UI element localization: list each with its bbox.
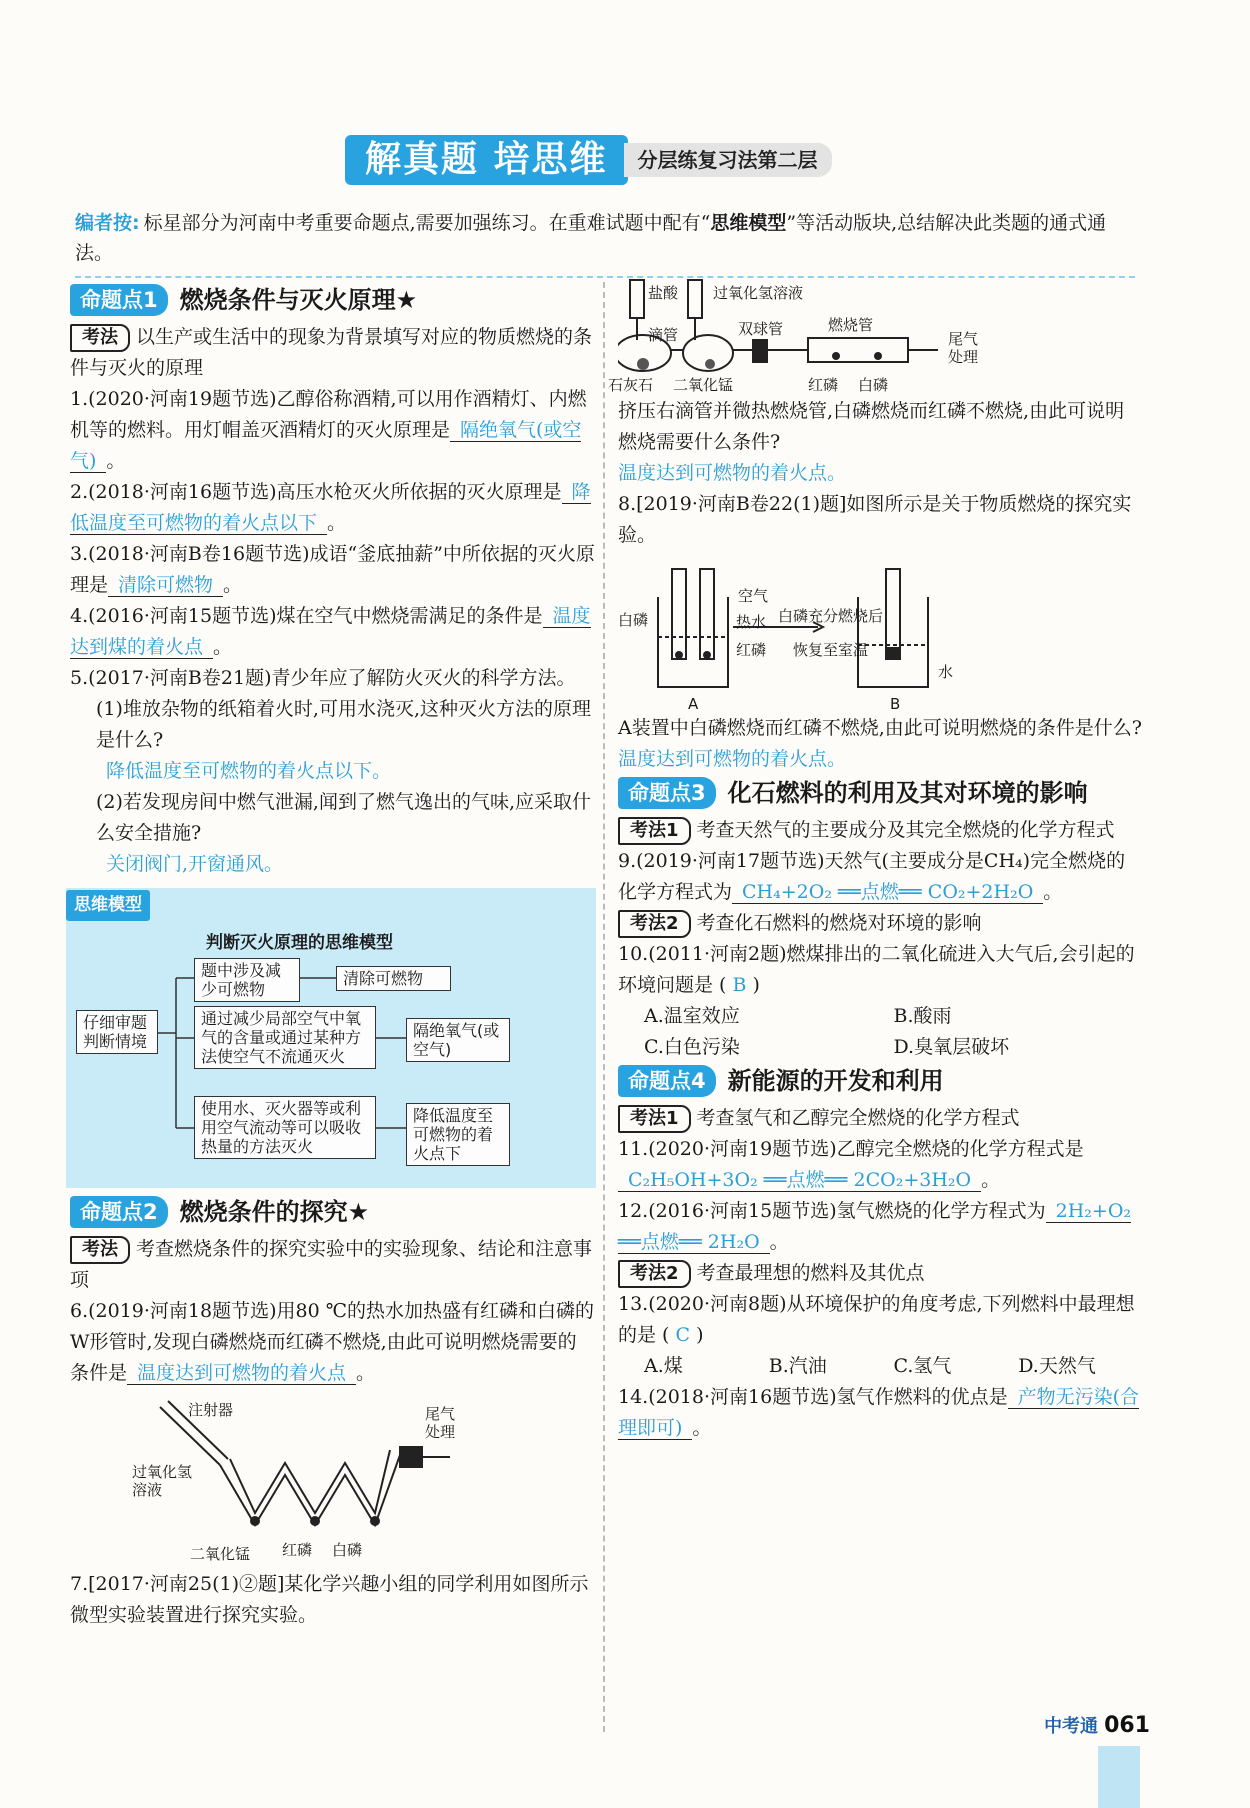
question-7: 7.[2017·河南25(1)②题]某化学兴趣小组的同学利用如图所示微型实验装置进行探究实验。 xyxy=(70,1573,589,1626)
banner-subtitle: 分层练复习法第二层 xyxy=(624,143,832,177)
kaofa-line xyxy=(618,1103,1143,1134)
question-10: 10.(2011·河南2题)燃煤排出的二氧化硫进入大气后,会引起的环境问题是 ( B ) xyxy=(618,943,1135,996)
left-column xyxy=(70,282,595,1631)
kaofa-text: 以生产或生活中的现象为背景填写对应的物质燃烧的条件与灭火的原理 xyxy=(70,326,593,379)
question-3: 3.(2018·河南B卷16题节选)成语“釜底抽薪”中所依据的灭火原理是 清除可燃物 。 xyxy=(70,543,595,596)
section-pill: 命题点4 xyxy=(618,1065,716,1097)
section-2-header xyxy=(70,1196,595,1228)
option: D.臭氧层破坏 xyxy=(893,1036,1010,1058)
question-5-1: (1)堆放杂物的纸箱着火时,可用水浇灭,这种灭火方法的原理是什么? xyxy=(96,698,591,751)
page-number: 061 xyxy=(1104,1712,1150,1738)
q-text: 6.(2019·河南18题节选)用80 ℃的热水加热盛有红磷和白磷的W形管时,发现白磷燃烧而红磷不燃烧,由此可说明燃烧需要的条件是 xyxy=(70,1300,594,1384)
q-text: 2.(2018·河南16题节选)高压水枪灭火所依据的灭火原理是 xyxy=(70,481,562,503)
question-2: 2.(2018·河南16题节选)高压水枪灭火所依据的灭火原理是 降低温度至可燃物的着火点以下 。 xyxy=(70,481,591,534)
label-red-p: 红磷 xyxy=(736,641,767,659)
section-pill: 命题点2 xyxy=(70,1196,168,1228)
editor-tag: 编者按: xyxy=(75,212,140,234)
option: C.白色污染 xyxy=(644,1036,740,1058)
model-branch-1: 题中涉及减少可燃物 xyxy=(194,958,300,1002)
section-1-header xyxy=(70,284,595,316)
kaofa-line xyxy=(70,322,595,384)
model-root: 仔细审题判断情境 xyxy=(76,1010,158,1054)
editor-text-2: ”等活动版块,总结解决此类题的通式通法。 xyxy=(75,212,1107,264)
label-h2o2: 过氧化氢溶液 xyxy=(132,1463,193,1499)
section-title: 新能源的开发和利用 xyxy=(727,1066,944,1095)
label-syringe: 注射器 xyxy=(188,1401,234,1419)
label-white-p: 白磷 xyxy=(618,611,649,629)
question-7-part: 挤压右滴管并微热燃烧管,白磷燃烧而红磷不燃烧,由此可说明燃烧需要什么条件? xyxy=(618,400,1125,453)
kaofa-text: 考查天然气的主要成分及其完全燃烧的化学方程式 xyxy=(696,819,1115,841)
answer: 2H₂+O₂ ══点燃══ 2H₂O xyxy=(618,1200,1132,1253)
kaofa-text: 考查燃烧条件的探究实验中的实验现象、结论和注意事项 xyxy=(70,1238,593,1291)
kaofa-tag: 考法 xyxy=(70,1236,130,1264)
label-exhaust: 尾气处理 xyxy=(948,330,979,366)
corner-tab xyxy=(1098,1746,1140,1808)
q-text: 14.(2018·河南16题节选)氢气作燃料的优点是 xyxy=(618,1386,1008,1408)
label-white-p: 白磷 xyxy=(332,1541,363,1559)
w-tube-figure xyxy=(70,1395,595,1563)
question-1: 1.(2020·河南19题节选)乙醇俗称酒精,可以用作酒精灯、内燃机等的燃料。用灯帽盖灭酒精灯的灭火原理是 隔绝氧气(或空气) 。 xyxy=(70,388,587,472)
banner-title: 解真题 培思维 xyxy=(345,135,628,185)
q-text: 11.(2020·河南19题节选)乙醇完全燃烧的化学方程式是 xyxy=(618,1138,1084,1160)
q-text: 13.(2020·河南8题)从环境保护的角度考虑,下列燃料中最理想的是 xyxy=(618,1293,1135,1346)
option: B.汽油 xyxy=(768,1355,827,1377)
kaofa-tag: 考法 xyxy=(70,324,130,352)
question-9: 9.(2019·河南17题节选)天然气(主要成分是CH₄)完全燃烧的化学方程式为 CH₄+2O₂ ══点燃══ CO₂+2H₂O 。 xyxy=(618,850,1126,903)
answer-5-2: 关闭阀门,开窗通风。 xyxy=(106,853,284,875)
answer: 隔绝氧气(或空气) xyxy=(70,419,582,472)
question-13: 13.(2020·河南8题)从环境保护的角度考虑,下列燃料中最理想的是 ( C ) xyxy=(618,1293,1135,1346)
model-branch-3: 使用水、灭火器等或利用空气流动等可以吸收热量的方法灭火 xyxy=(194,1096,376,1159)
answer: B xyxy=(732,974,747,996)
section-pill: 命题点1 xyxy=(70,284,168,316)
answer-7: 温度达到可燃物的着火点。 xyxy=(618,462,847,484)
q-text: 3.(2018·河南B卷16题节选)成语“釜底抽薪”中所依据的灭火原理是 xyxy=(70,543,595,596)
label-double-ball: 双球管 xyxy=(738,320,784,338)
model-title: 判断灭火原理的思维模型 xyxy=(206,933,393,953)
beaker-figure xyxy=(618,557,1143,713)
label-white-p: 白磷 xyxy=(858,376,889,394)
question-6: 6.(2019·河南18题节选)用80 ℃的热水加热盛有红磷和白磷的W形管时,发现白磷燃烧而红磷不燃烧,由此可说明燃烧需要的条件是 温度达到可燃物的着火点 。 xyxy=(70,1300,594,1384)
label-after-burn: 白磷充分燃烧后 xyxy=(778,607,884,625)
option: A.煤 xyxy=(644,1355,683,1377)
editor-note xyxy=(75,208,1135,268)
page-footer xyxy=(1044,1712,1150,1738)
section-3-header xyxy=(618,777,1143,809)
label-limestone: 石灰石 xyxy=(608,376,654,394)
label-air: 空气 xyxy=(738,587,769,605)
label-room-temp: 恢复至室温 xyxy=(793,641,869,659)
model-tag: 思维模型 xyxy=(66,890,150,921)
kaofa-line xyxy=(618,1258,1143,1289)
question-14: 14.(2018·河南16题节选)氢气作燃料的优点是 产物无污染(合理即可) 。 xyxy=(618,1386,1140,1439)
answer-5-1: 降低温度至可燃物的着火点以下。 xyxy=(106,760,392,782)
kaofa-text: 考查化石燃料的燃烧对环境的影响 xyxy=(696,912,982,934)
kaofa-text: 考查最理想的燃料及其优点 xyxy=(696,1262,925,1284)
model-result-2: 隔绝氧气(或空气) xyxy=(406,1018,510,1062)
kaofa-text: 考查氢气和乙醇完全燃烧的化学方程式 xyxy=(696,1107,1020,1129)
kaofa-line xyxy=(618,908,1143,939)
label-red-p: 红磷 xyxy=(808,376,839,394)
answer: 温度达到煤的着火点 xyxy=(70,605,591,658)
double-ball-figure xyxy=(608,278,1143,394)
label-mno2: 二氧化锰 xyxy=(673,376,734,394)
kaofa-line xyxy=(618,815,1143,846)
options-13 xyxy=(618,1351,1143,1382)
section-title: 燃烧条件与灭火原理★ xyxy=(179,285,418,314)
section-4-header xyxy=(618,1065,1143,1097)
label-red-p: 红磷 xyxy=(282,1541,313,1559)
question-8-part: A装置中白磷燃烧而红磷不燃烧,由此可说明燃烧的条件是什么? xyxy=(618,717,1142,739)
q-text: 4.(2016·河南15题节选)煤在空气中燃烧需满足的条件是 xyxy=(70,605,543,627)
editor-text: 标星部分为河南中考重要命题点,需要加强练习。在重难试题中配有“ xyxy=(143,212,711,234)
options-10 xyxy=(618,1001,1143,1063)
q-text: 9.(2019·河南17题节选)天然气(主要成分是CH₄)完全燃烧的化学方程式为 xyxy=(618,850,1126,903)
model-branch-2: 通过减少局部空气中氧气的含量或通过某种方法使空气不流通灭火 xyxy=(194,1006,376,1069)
label-exhaust: 尾气处理 xyxy=(425,1405,456,1441)
kaofa-line xyxy=(70,1234,595,1296)
right-column xyxy=(608,282,1143,1444)
kaofa-tag: 考法1 xyxy=(618,1105,691,1133)
q-text: 10.(2011·河南2题)燃煤排出的二氧化硫进入大气后,会引起的环境问题是 xyxy=(618,943,1135,996)
kaofa-tag: 考法2 xyxy=(618,1260,691,1288)
label-hot-water: 热水 xyxy=(736,613,767,631)
label-h2o2: 过氧化氢溶液 xyxy=(713,284,804,302)
question-4: 4.(2016·河南15题节选)煤在空气中燃烧需满足的条件是 温度达到煤的着火点 。 xyxy=(70,605,591,658)
q-text: 1.(2020·河南19题节选)乙醇俗称酒精,可以用作酒精灯、内燃机等的燃料。用灯帽盖灭酒精灯的灭火原理是 xyxy=(70,388,587,441)
option: D.天然气 xyxy=(1018,1355,1096,1377)
model-result-3: 降低温度至可燃物的着火点下 xyxy=(406,1103,510,1166)
answer: 降低温度至可燃物的着火点以下 xyxy=(70,481,591,534)
label-water: 水 xyxy=(938,663,954,681)
question-11: 11.(2020·河南19题节选)乙醇完全燃烧的化学方程式是C₂H₅OH+3O₂ ══点燃══ 2CO₂+3H₂O 。 xyxy=(618,1138,1084,1191)
label-b: B xyxy=(890,695,901,713)
answer: 温度达到可燃物的着火点 xyxy=(127,1362,356,1385)
section-pill: 命题点3 xyxy=(618,777,716,809)
section-title: 化石燃料的利用及其对环境的影响 xyxy=(727,778,1088,807)
answer: 清除可燃物 xyxy=(108,574,223,597)
answer: 产物无污染(合理即可) xyxy=(618,1386,1140,1439)
section-title: 燃烧条件的探究★ xyxy=(179,1197,370,1226)
model-result-1: 清除可燃物 xyxy=(336,966,451,991)
label-hcl: 盐酸 xyxy=(648,284,679,302)
label-a: A xyxy=(688,695,699,713)
q-text: 12.(2016·河南15题节选)氢气燃烧的化学方程式为 xyxy=(618,1200,1046,1222)
kaofa-tag: 考法1 xyxy=(618,817,691,845)
answer: C xyxy=(675,1324,691,1346)
header-banner xyxy=(345,135,832,185)
answer: CH₄+2O₂ ══点燃══ CO₂+2H₂O xyxy=(732,881,1043,904)
option: A.温室效应 xyxy=(644,1005,740,1027)
column-divider xyxy=(603,282,605,1732)
question-8: 8.[2019·河南B卷22(1)题]如图所示是关于物质燃烧的探究实验。 xyxy=(618,493,1132,546)
question-5: 5.(2017·河南B卷21题)青少年应了解防火灭火的科学方法。 xyxy=(70,667,576,689)
brand-name: 中考通 xyxy=(1044,1716,1099,1737)
label-burn-tube: 燃烧管 xyxy=(828,316,874,334)
label-dropper: 滴管 xyxy=(648,326,679,344)
kaofa-tag: 考法2 xyxy=(618,910,691,938)
thinking-model xyxy=(66,888,596,1188)
beaker-diagram xyxy=(618,557,1143,707)
answer: C₂H₅OH+3O₂ ══点燃══ 2CO₂+3H₂O xyxy=(618,1169,981,1192)
answer-8: 温度达到可燃物的着火点。 xyxy=(618,748,847,770)
editor-bold: 思维模型 xyxy=(710,212,787,234)
question-12: 12.(2016·河南15题节选)氢气燃烧的化学方程式为 2H₂+O₂ ══点燃══ 2H₂O 。 xyxy=(618,1200,1132,1253)
option: B.酸雨 xyxy=(893,1005,952,1027)
question-5-2: (2)若发现房间中燃气泄漏,闻到了燃气逸出的气味,应采取什么安全措施? xyxy=(96,791,591,844)
option: C.氢气 xyxy=(893,1355,952,1377)
label-mno2: 二氧化锰 xyxy=(190,1545,251,1563)
